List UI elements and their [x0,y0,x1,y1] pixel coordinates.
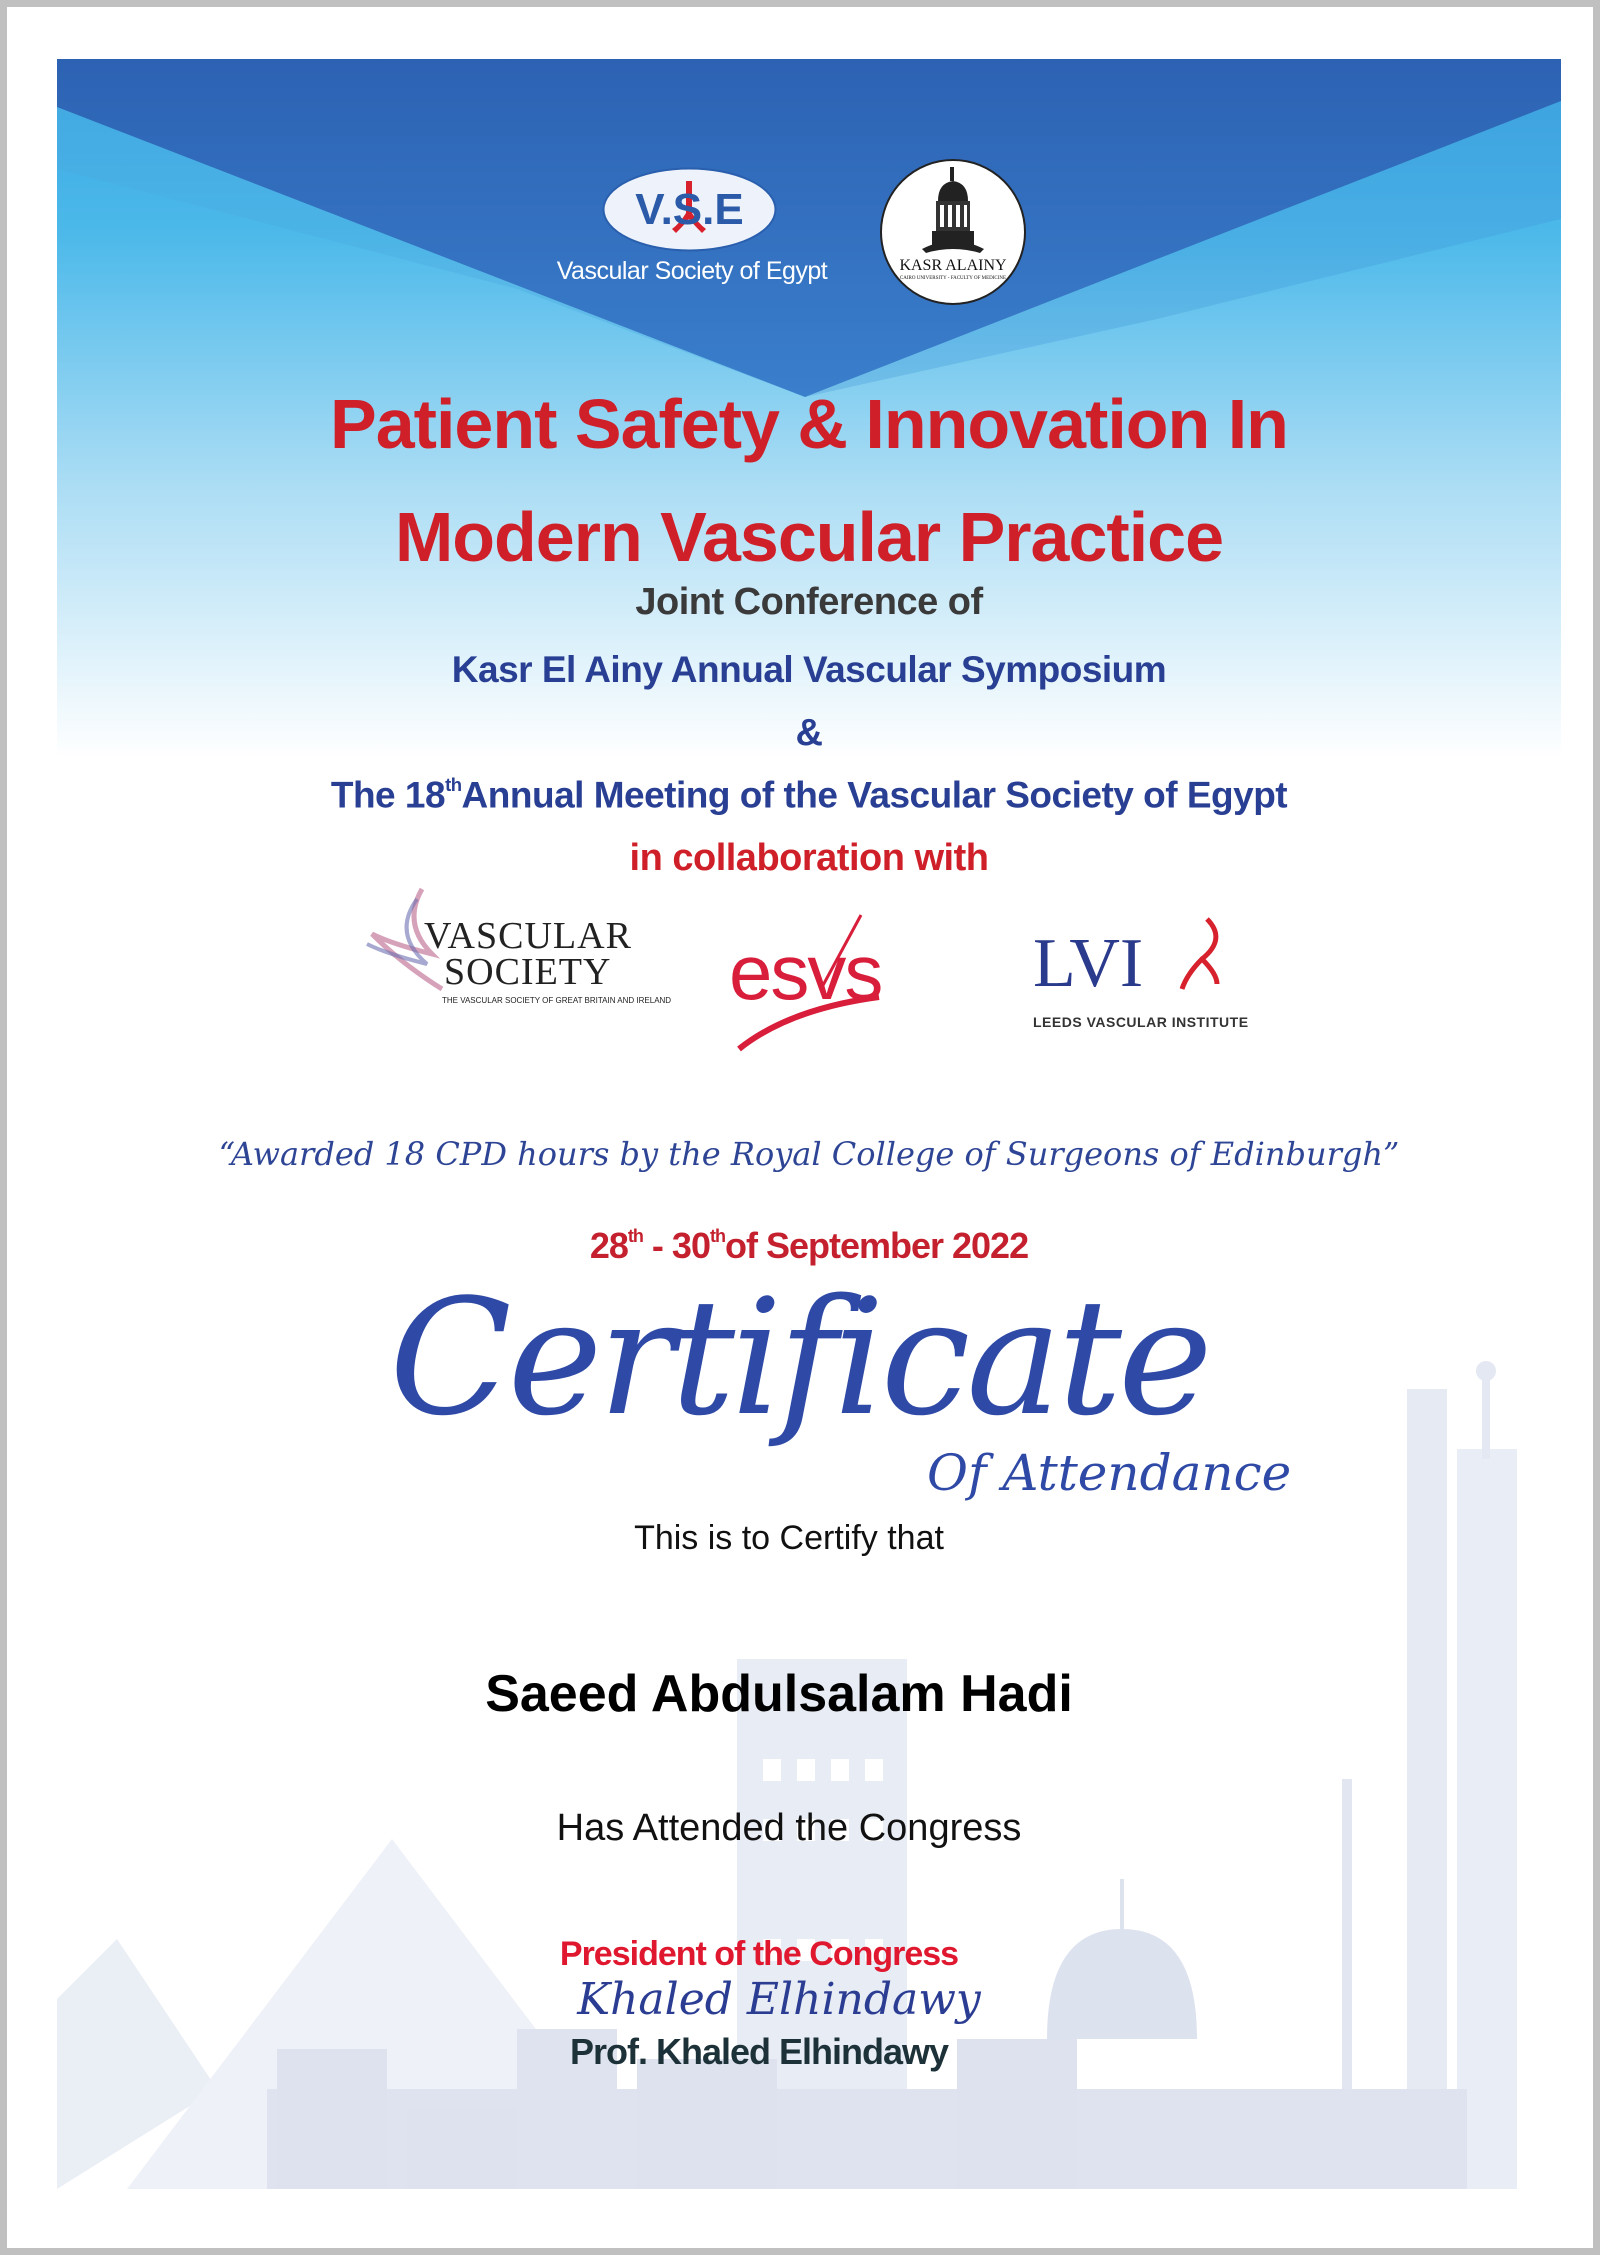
kasr-alainy-logo [880,159,1026,305]
background-art [57,59,1561,2189]
partner-logo-esvs [729,909,899,1059]
partner-tagline: LEEDS VASCULAR INSTITUTE [1033,1014,1249,1030]
partner-name-line-2: SOCIETY [444,951,612,993]
date-end: 30 [671,1225,710,1266]
meeting-ordinal: th [445,774,462,795]
vse-logo [602,167,777,252]
date-start-ordinal: th [627,1225,643,1246]
joint-conference-label: Joint Conference of [635,581,983,623]
ribbon-icon [1177,914,1237,994]
partner-tagline: THE VASCULAR SOCIETY OF GREAT BRITAIN AND IRELAND [442,996,672,1005]
symposium-name: Kasr El Ainy Annual Vascular Symposium [451,649,1167,690]
certificate-subheading: Of Attendance [927,1444,1292,1502]
annual-meeting-line [57,774,1561,817]
certificate-heading: Certificate [389,1264,1209,1451]
meeting-prefix: The 18 [330,774,446,816]
partner-name-line-1: VASCULAR [424,915,632,957]
partner-name: LVI [1033,925,1144,1002]
date-end-ordinal: th [709,1225,725,1246]
accreditation-note: “Awarded 18 CPD hours by the Royal College of Surgeons of Edinburgh” [218,1135,1400,1173]
signatory-name: Prof. Khaled Elhindawy [569,2031,949,2072]
vse-acronym: V.S.E [635,185,744,234]
kasr-alainy-name: KASR ALAINY [899,257,1007,274]
certificate-panel [57,59,1561,2189]
certificate-page [7,7,1593,2248]
meeting-suffix: Annual Meeting of the Vascular Society of Egypt [461,774,1288,816]
recipient-name: Saeed Abdulsalam Hadi [485,1665,1073,1723]
signatory-role: President of the Congress [559,1935,959,1973]
kasr-alainy-subtitle: CAIRO UNIVERSITY - FACULTY OF MEDICINE [899,276,1007,281]
date-separator: - [642,1225,672,1266]
partner-logo-lvi [1027,914,1257,1044]
collaboration-label: in collaboration with [629,837,989,879]
partner-name: esvs [729,928,882,1016]
swoosh-icon [729,909,899,1059]
event-title-line-1: Patient Safety & Innovation In [330,385,1288,463]
ampersand: & [795,712,823,754]
vse-caption: Vascular Society of Egypt [556,257,828,285]
partner-logo-vascular-society [362,884,692,1024]
certify-statement: This is to Certify that [634,1519,944,1557]
event-dates [57,1225,1561,1267]
date-rest: of September 2022 [724,1225,1029,1266]
date-start: 28 [589,1225,628,1266]
attendance-statement: Has Attended the Congress [556,1807,1022,1849]
event-title-line-2: Modern Vascular Practice [394,498,1224,576]
signature: Khaled Elhindawy [577,1974,981,2025]
